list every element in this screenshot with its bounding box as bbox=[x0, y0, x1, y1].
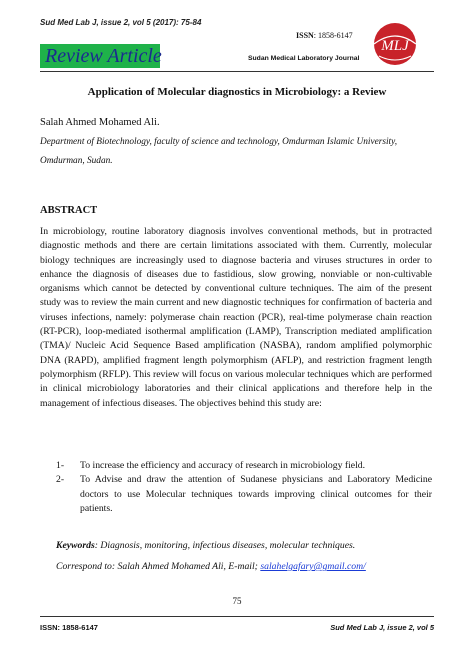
footer-divider bbox=[40, 616, 434, 617]
email-link[interactable]: salahelgafary@gmail.com/ bbox=[260, 561, 366, 572]
author-name: Salah Ahmed Mohamed Ali. bbox=[40, 117, 160, 128]
keywords-line bbox=[56, 540, 436, 551]
journal-reference-header: Sud Med Lab J, issue 2, vol 5 (2017): 75-84 bbox=[40, 18, 202, 27]
correspondence-line bbox=[56, 561, 446, 572]
article-title: Application of Molecular diagnostics in Microbiology: a Review bbox=[87, 86, 387, 98]
article-type-label: Review Article bbox=[45, 45, 162, 67]
abstract-heading: ABSTRACT bbox=[40, 205, 98, 216]
issn-label: ISSN bbox=[296, 31, 314, 40]
keywords-text: : Diagnosis, monitoring, infectious diseases, molecular techniques. bbox=[94, 540, 356, 551]
list-item bbox=[56, 459, 432, 473]
list-number: 2- bbox=[56, 474, 65, 486]
journal-name: Sudan Medical Laboratory Journal bbox=[248, 55, 360, 62]
objectives-list bbox=[56, 459, 432, 516]
keywords-label: Keywords bbox=[56, 540, 95, 551]
footer-issn: ISSN: 1858-6147 bbox=[40, 623, 98, 632]
issn-header bbox=[296, 31, 353, 40]
list-text: To increase the efficiency and accuracy of research in microbiology field. bbox=[80, 460, 366, 471]
footer-journal-reference: Sud Med Lab J, issue 2, vol 5 bbox=[330, 623, 434, 632]
correspondence-label: Correspond to: Salah Ahmed Mohamed Ali, E-mail; bbox=[56, 561, 261, 572]
list-text: To Advise and draw the attention of Sudanese physicians and Laboratory Medicine doctors to use Molecular techniques towards improving clinical outcomes for their patients. bbox=[80, 474, 432, 514]
journal-logo bbox=[365, 20, 427, 68]
logo-text: MLJ bbox=[381, 38, 409, 54]
header-divider bbox=[40, 71, 434, 72]
list-number: 1- bbox=[56, 460, 65, 471]
list-item bbox=[56, 473, 432, 516]
abstract-text: In microbiology, routine laboratory diagnosis involves conventional methods, but in protracted diagnostic methods and there are certain limitations associated with them. Currently, molecular biology techniques are increasingly used to diagnose bacteria and viruses structures in order to enhance the diagnosis of diseases due to fastidious, slow growing, nonviable or non-cultivable organisms which cannot be detected by conventional culture techniques. The aim of the present study was to review the main current and new diagnostic techniques for confirmation of bacteria and viruses infections, namely: polymerase chain reaction (PCR), real-time polymerase chain reaction (RT-PCR), loop-mediated isothermal amplification (LAMP), Transcription mediated amplification (TMA)/ Nucleic Acid Sequence Based amplification (NASBA), random amplified polymorphic DNA (RAPD), amplified fragment length polymorphism (AFLP), and restriction fragment length polymorphism (RFLP). This review will focus on various molecular techniques which are performed in clinical microbiology laboratories and their clinical applications and therefore help in the management of infectious diseases. The objectives behind this study are: bbox=[40, 226, 432, 409]
article-type-banner bbox=[40, 44, 160, 68]
page-number: 75 bbox=[232, 596, 242, 606]
issn-value: : 1858-6147 bbox=[313, 31, 353, 40]
author-affiliation: Department of Biotechnology, faculty of science and technology, Omdurman Islamic University, Omdurman, Sudan. bbox=[40, 137, 398, 166]
